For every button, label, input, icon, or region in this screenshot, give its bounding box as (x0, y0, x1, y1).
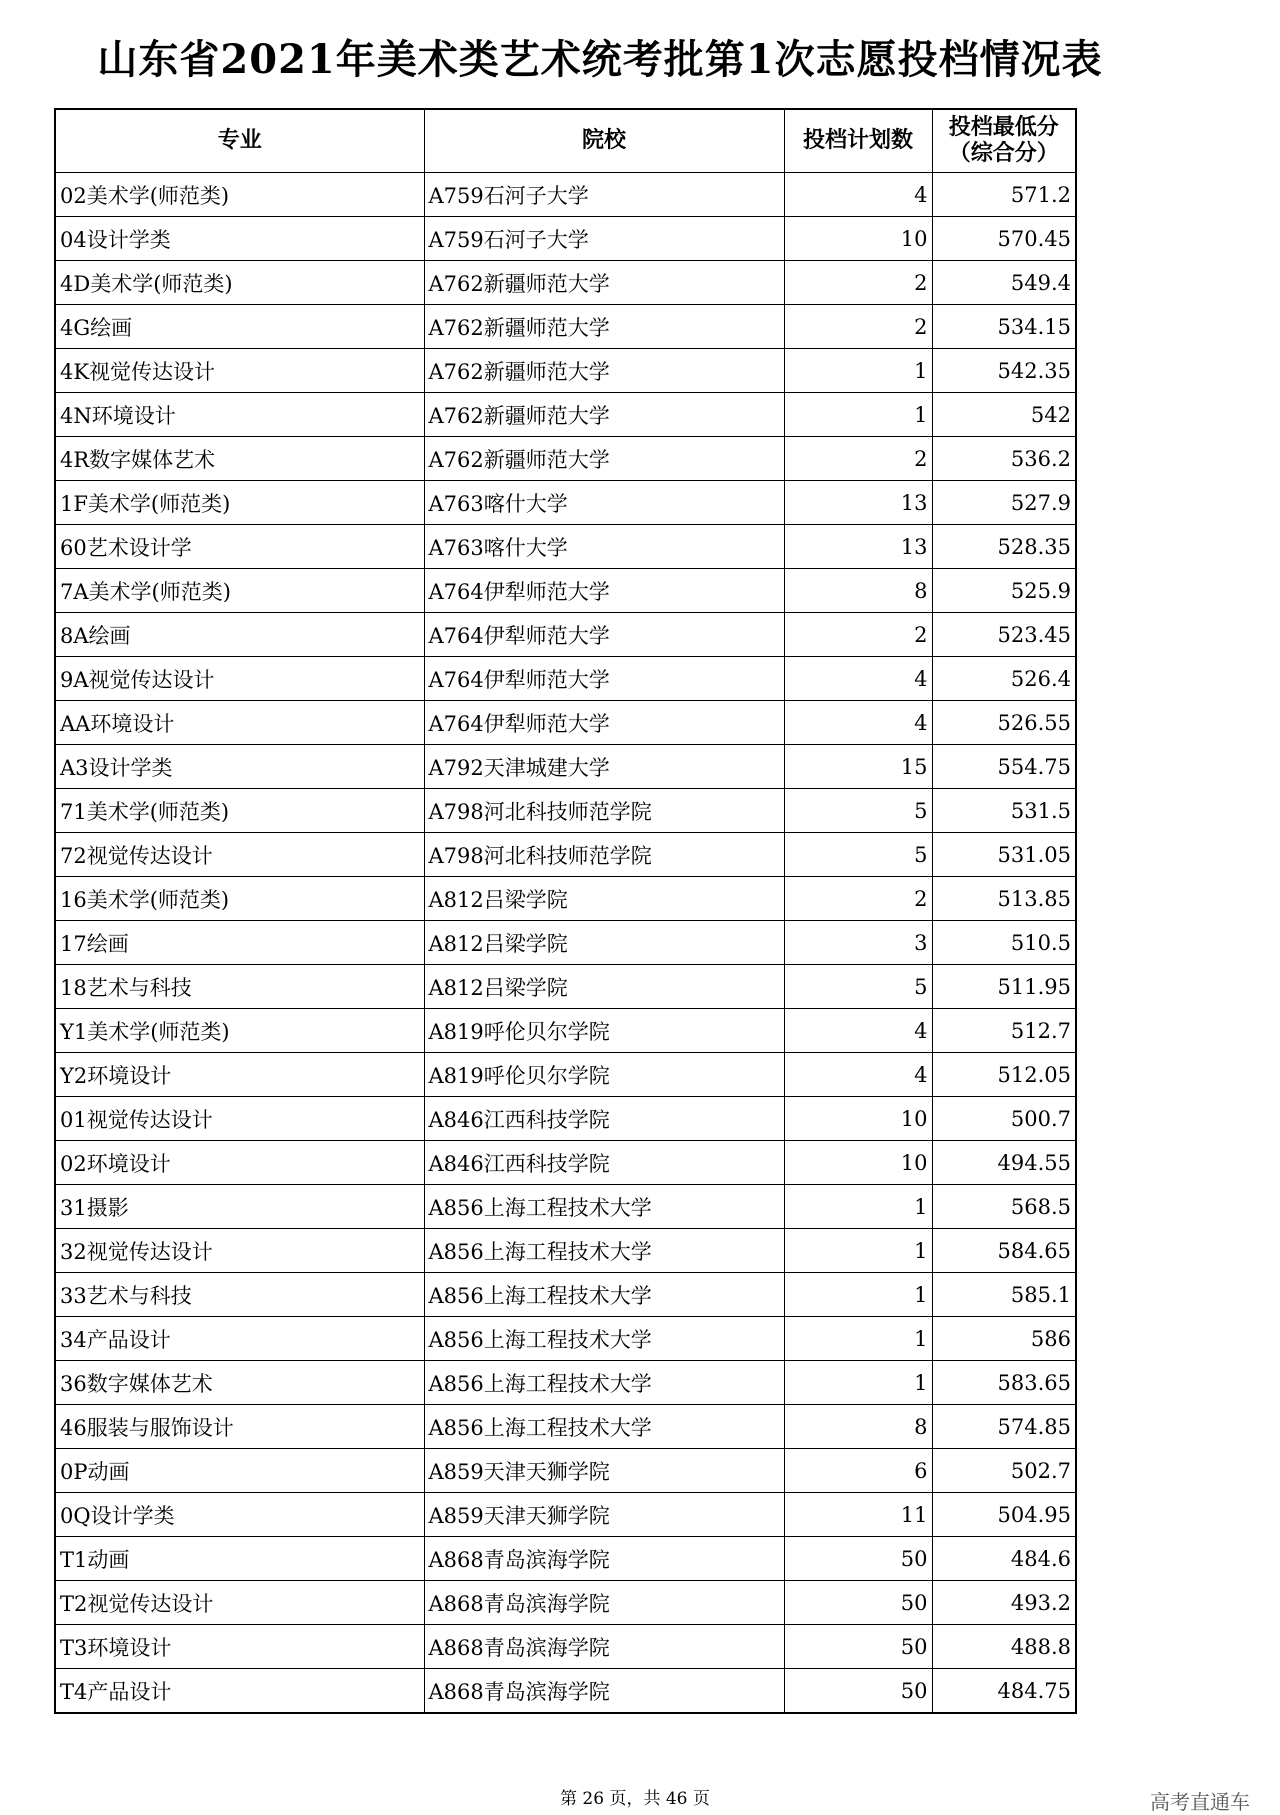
table-header (55, 109, 1076, 173)
cell-plan: 10 (784, 217, 932, 261)
cell-score: 511.95 (932, 965, 1076, 1009)
cell-major: 04设计学类 (55, 217, 424, 261)
table-row (55, 1405, 1076, 1449)
table-row (55, 921, 1076, 965)
cell-school: A762新疆师范大学 (424, 393, 784, 437)
header-score (932, 109, 1076, 173)
cell-school: A856上海工程技术大学 (424, 1317, 784, 1361)
cell-major: 34产品设计 (55, 1317, 424, 1361)
cell-major: T3环境设计 (55, 1625, 424, 1669)
cell-plan: 1 (784, 1361, 932, 1405)
cell-major: 16美术学(师范类) (55, 877, 424, 921)
table-row (55, 569, 1076, 613)
cell-school: A762新疆师范大学 (424, 437, 784, 481)
cell-plan: 4 (784, 1053, 932, 1097)
cell-plan: 4 (784, 657, 932, 701)
table-row (55, 1009, 1076, 1053)
cell-major: 36数字媒体艺术 (55, 1361, 424, 1405)
cell-plan: 2 (784, 613, 932, 657)
cell-plan: 4 (784, 173, 932, 217)
cell-score: 584.65 (932, 1229, 1076, 1273)
cell-school: A798河北科技师范学院 (424, 789, 784, 833)
cell-score: 484.75 (932, 1669, 1076, 1714)
header-school: 院校 (424, 109, 784, 173)
cell-plan: 11 (784, 1493, 932, 1537)
cell-plan: 2 (784, 261, 932, 305)
cell-score: 504.95 (932, 1493, 1076, 1537)
cell-major: A3设计学类 (55, 745, 424, 789)
table-row (55, 305, 1076, 349)
cell-school: A762新疆师范大学 (424, 349, 784, 393)
cell-school: A856上海工程技术大学 (424, 1405, 784, 1449)
cell-major: 0P动画 (55, 1449, 424, 1493)
cell-major: 71美术学(师范类) (55, 789, 424, 833)
cell-plan: 1 (784, 1273, 932, 1317)
cell-school: A868青岛滨海学院 (424, 1625, 784, 1669)
table-row (55, 789, 1076, 833)
table-row (55, 1493, 1076, 1537)
cell-plan: 2 (784, 877, 932, 921)
cell-major: 17绘画 (55, 921, 424, 965)
cell-score: 527.9 (932, 481, 1076, 525)
cell-plan: 15 (784, 745, 932, 789)
table-row (55, 349, 1076, 393)
cell-score: 542.35 (932, 349, 1076, 393)
cell-school: A759石河子大学 (424, 217, 784, 261)
table-row (55, 1449, 1076, 1493)
cell-plan: 1 (784, 349, 932, 393)
cell-school: A759石河子大学 (424, 173, 784, 217)
cell-school: A763喀什大学 (424, 525, 784, 569)
cell-major: 33艺术与科技 (55, 1273, 424, 1317)
cell-plan: 4 (784, 701, 932, 745)
cell-school: A868青岛滨海学院 (424, 1581, 784, 1625)
cell-plan: 5 (784, 833, 932, 877)
cell-score: 531.05 (932, 833, 1076, 877)
cell-score: 528.35 (932, 525, 1076, 569)
cell-score: 513.85 (932, 877, 1076, 921)
table-row (55, 613, 1076, 657)
cell-plan: 50 (784, 1625, 932, 1669)
table-row (55, 173, 1076, 217)
cell-plan: 5 (784, 789, 932, 833)
header-plan: 投档计划数 (784, 109, 932, 173)
header-score-line1: 投档最低分 (948, 115, 1059, 140)
cell-plan: 10 (784, 1097, 932, 1141)
cell-school: A856上海工程技术大学 (424, 1229, 784, 1273)
cell-score: 574.85 (932, 1405, 1076, 1449)
cell-major: T4产品设计 (55, 1669, 424, 1714)
cell-school: A812吕梁学院 (424, 921, 784, 965)
cell-major: 4N环境设计 (55, 393, 424, 437)
cell-school: A868青岛滨海学院 (424, 1669, 784, 1714)
cell-score: 526.55 (932, 701, 1076, 745)
cell-school: A762新疆师范大学 (424, 261, 784, 305)
table-row (55, 525, 1076, 569)
table-row (55, 833, 1076, 877)
cell-school: A859天津天狮学院 (424, 1449, 784, 1493)
cell-score: 502.7 (932, 1449, 1076, 1493)
cell-school: A812吕梁学院 (424, 965, 784, 1009)
cell-score: 493.2 (932, 1581, 1076, 1625)
cell-plan: 50 (784, 1581, 932, 1625)
cell-major: Y2环境设计 (55, 1053, 424, 1097)
cell-major: 31摄影 (55, 1185, 424, 1229)
cell-major: 1F美术学(师范类) (55, 481, 424, 525)
cell-score: 542 (932, 393, 1076, 437)
cell-school: A764伊犁师范大学 (424, 613, 784, 657)
cell-plan: 10 (784, 1141, 932, 1185)
cell-school: A856上海工程技术大学 (424, 1185, 784, 1229)
cell-score: 510.5 (932, 921, 1076, 965)
cell-major: 72视觉传达设计 (55, 833, 424, 877)
cell-major: 4R数字媒体艺术 (55, 437, 424, 481)
cell-major: T2视觉传达设计 (55, 1581, 424, 1625)
header-major: 专业 (55, 109, 424, 173)
table-row (55, 1185, 1076, 1229)
cell-school: A798河北科技师范学院 (424, 833, 784, 877)
table-row (55, 1669, 1076, 1714)
cell-major: 46服装与服饰设计 (55, 1405, 424, 1449)
cell-major: 9A视觉传达设计 (55, 657, 424, 701)
cell-school: A819呼伦贝尔学院 (424, 1009, 784, 1053)
cell-major: 02环境设计 (55, 1141, 424, 1185)
cell-plan: 13 (784, 481, 932, 525)
cell-plan: 1 (784, 393, 932, 437)
table-row (55, 657, 1076, 701)
cell-plan: 50 (784, 1537, 932, 1581)
cell-plan: 8 (784, 569, 932, 613)
cell-school: A764伊犁师范大学 (424, 657, 784, 701)
cell-school: A763喀什大学 (424, 481, 784, 525)
cell-plan: 50 (784, 1669, 932, 1714)
table-row (55, 1097, 1076, 1141)
table-row (55, 1053, 1076, 1097)
page-title: 山东省2021年美术类艺术统考批第1次志愿投档情况表 (97, 36, 1103, 83)
cell-score: 570.45 (932, 217, 1076, 261)
cell-major: 7A美术学(师范类) (55, 569, 424, 613)
cell-score: 512.05 (932, 1053, 1076, 1097)
watermark: 高考直通车 (1150, 1790, 1250, 1814)
page-number: 第 26 页，共 46 页 (560, 1789, 710, 1809)
cell-score: 583.65 (932, 1361, 1076, 1405)
cell-school: A856上海工程技术大学 (424, 1273, 784, 1317)
cell-school: A764伊犁师范大学 (424, 701, 784, 745)
cell-score: 494.55 (932, 1141, 1076, 1185)
table-row (55, 745, 1076, 789)
table-row (55, 1581, 1076, 1625)
cell-school: A856上海工程技术大学 (424, 1361, 784, 1405)
cell-score: 484.6 (932, 1537, 1076, 1581)
cell-score: 488.8 (932, 1625, 1076, 1669)
table-row (55, 1361, 1076, 1405)
cell-major: 4K视觉传达设计 (55, 349, 424, 393)
table-body (55, 173, 1076, 1714)
table-row (55, 437, 1076, 481)
cell-plan: 2 (784, 437, 932, 481)
cell-school: A762新疆师范大学 (424, 305, 784, 349)
table-row (55, 1537, 1076, 1581)
cell-school: A859天津天狮学院 (424, 1493, 784, 1537)
header-row (55, 109, 1076, 173)
table-row (55, 1273, 1076, 1317)
cell-score: 534.15 (932, 305, 1076, 349)
table-row (55, 217, 1076, 261)
cell-major: AA环境设计 (55, 701, 424, 745)
cell-school: A812吕梁学院 (424, 877, 784, 921)
table-row (55, 1317, 1076, 1361)
cell-score: 536.2 (932, 437, 1076, 481)
table-row (55, 1141, 1076, 1185)
cell-major: 0Q设计学类 (55, 1493, 424, 1537)
cell-plan: 2 (784, 305, 932, 349)
cell-plan: 1 (784, 1229, 932, 1273)
table-row (55, 701, 1076, 745)
cell-major: T1动画 (55, 1537, 424, 1581)
cell-plan: 5 (784, 965, 932, 1009)
cell-plan: 8 (784, 1405, 932, 1449)
table-row (55, 1229, 1076, 1273)
cell-major: Y1美术学(师范类) (55, 1009, 424, 1053)
cell-score: 526.4 (932, 657, 1076, 701)
cell-plan: 1 (784, 1317, 932, 1361)
cell-score: 554.75 (932, 745, 1076, 789)
cell-major: 8A绘画 (55, 613, 424, 657)
cell-score: 586 (932, 1317, 1076, 1361)
cell-school: A846江西科技学院 (424, 1141, 784, 1185)
admission-table (54, 108, 1077, 1714)
cell-score: 571.2 (932, 173, 1076, 217)
cell-school: A819呼伦贝尔学院 (424, 1053, 784, 1097)
cell-school: A792天津城建大学 (424, 745, 784, 789)
cell-major: 4G绘画 (55, 305, 424, 349)
cell-major: 01视觉传达设计 (55, 1097, 424, 1141)
cell-major: 18艺术与科技 (55, 965, 424, 1009)
cell-school: A846江西科技学院 (424, 1097, 784, 1141)
cell-plan: 6 (784, 1449, 932, 1493)
table-row (55, 393, 1076, 437)
cell-plan: 4 (784, 1009, 932, 1053)
cell-major: 4D美术学(师范类) (55, 261, 424, 305)
cell-score: 523.45 (932, 613, 1076, 657)
cell-score: 568.5 (932, 1185, 1076, 1229)
cell-score: 549.4 (932, 261, 1076, 305)
table-row (55, 877, 1076, 921)
cell-plan: 1 (784, 1185, 932, 1229)
cell-school: A764伊犁师范大学 (424, 569, 784, 613)
table-row (55, 1625, 1076, 1669)
cell-score: 585.1 (932, 1273, 1076, 1317)
cell-score: 531.5 (932, 789, 1076, 833)
cell-plan: 3 (784, 921, 932, 965)
table-row (55, 965, 1076, 1009)
table-row (55, 261, 1076, 305)
cell-major: 02美术学(师范类) (55, 173, 424, 217)
header-score-line2: （综合分） (948, 141, 1059, 166)
cell-score: 500.7 (932, 1097, 1076, 1141)
cell-major: 32视觉传达设计 (55, 1229, 424, 1273)
cell-score: 512.7 (932, 1009, 1076, 1053)
cell-plan: 13 (784, 525, 932, 569)
cell-school: A868青岛滨海学院 (424, 1537, 784, 1581)
table-row (55, 481, 1076, 525)
cell-major: 60艺术设计学 (55, 525, 424, 569)
cell-score: 525.9 (932, 569, 1076, 613)
